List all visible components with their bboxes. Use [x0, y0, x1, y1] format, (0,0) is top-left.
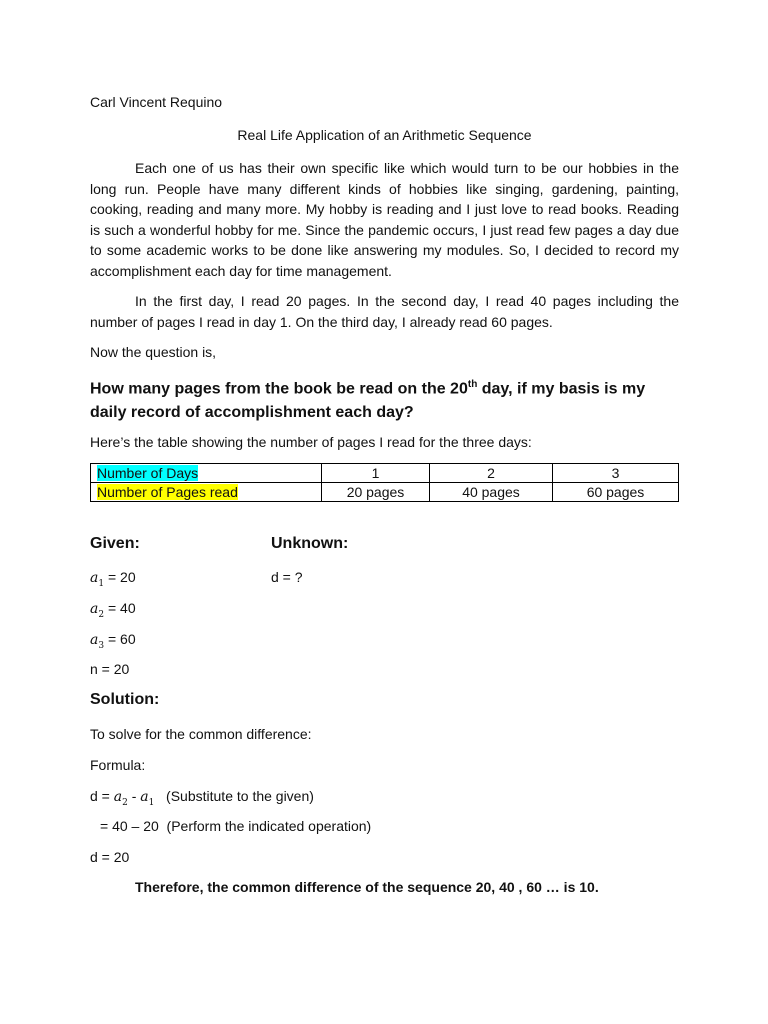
- main-question: [90, 373, 679, 425]
- solution-step-1: $d = a_2 - a_1$ (Substitute to the given): [90, 788, 314, 808]
- row-header-days: [91, 464, 322, 483]
- solution-heading: Solution:: [90, 691, 160, 708]
- var-a1: $a_1$: [90, 570, 105, 589]
- given-heading: Given:: [90, 535, 140, 552]
- paragraph-record: In the first day, I read 20 pages. In the second day, I read 40 pages including the number of pages I read in day 1. On the third day, I already read 60 pages.: [90, 293, 679, 330]
- paragraph-intro: Each one of us has their own specific like which would turn to be our hobbies in the long run. People have many different kinds of hobbies like singing, gardening, painting, cooking, reading and many more. My hobby is reading and I just love to read books. Reading is such a wonderful hobby for me. Since the pandemic occurs, I just read few pages a day due to some academic works to be done like answering my modules. So, I decided to record my accomplishment each day for time management.: [90, 160, 679, 279]
- table-cell: 3: [553, 464, 679, 483]
- var-a2: $a_2$: [90, 601, 105, 620]
- table-row: [91, 483, 679, 502]
- given-n: n = 20: [90, 661, 130, 677]
- var-a1-formula: $a_1$: [140, 789, 155, 808]
- author-name: Carl Vincent Requino: [90, 94, 223, 110]
- question-superscript: th: [467, 379, 478, 390]
- table-cell: 60 pages: [553, 483, 679, 502]
- given-a2: $a_2 = 40$: [90, 600, 136, 620]
- solution-intro: To solve for the common difference:: [90, 726, 312, 742]
- question-text-2: day, if my basis is my daily record of accomplishment each day?: [90, 380, 646, 422]
- row-label-days: Number of Days: [97, 465, 199, 481]
- document-title: Real Life Application of an Arithmetic Sequence: [237, 127, 532, 143]
- var-a2-formula: $a_2$: [113, 789, 128, 808]
- question-intro: Now the question is,: [90, 344, 217, 360]
- given-a3: $a_3 = 60$: [90, 631, 136, 651]
- solution-result: d = 20: [90, 849, 130, 865]
- given-a1: $a_1 = 20$: [90, 569, 136, 589]
- table-cell: 2: [430, 464, 553, 483]
- var-a3: $a_3$: [90, 632, 105, 651]
- row-label-pages: Number of Pages read: [97, 484, 238, 500]
- row-header-pages: [91, 483, 322, 502]
- table-cell: 1: [322, 464, 430, 483]
- unknown-heading: Unknown:: [271, 535, 349, 552]
- conclusion-text: Therefore, the common difference of the sequence 20, 40 , 60 … is 10.: [135, 879, 599, 895]
- unknown-d: d = ?: [271, 569, 303, 585]
- solution-step-2: = 40 – 20 (Perform the indicated operation): [100, 818, 372, 834]
- table-cell: 40 pages: [430, 483, 553, 502]
- table-cell: 20 pages: [322, 483, 430, 502]
- formula-label: Formula:: [90, 757, 146, 773]
- table-row: [91, 464, 679, 483]
- pages-table: [90, 463, 679, 502]
- question-text-1: How many pages from the book be read on the 20: [90, 380, 468, 398]
- table-intro: Here’s the table showing the number of pages I read for the three days:: [90, 434, 532, 450]
